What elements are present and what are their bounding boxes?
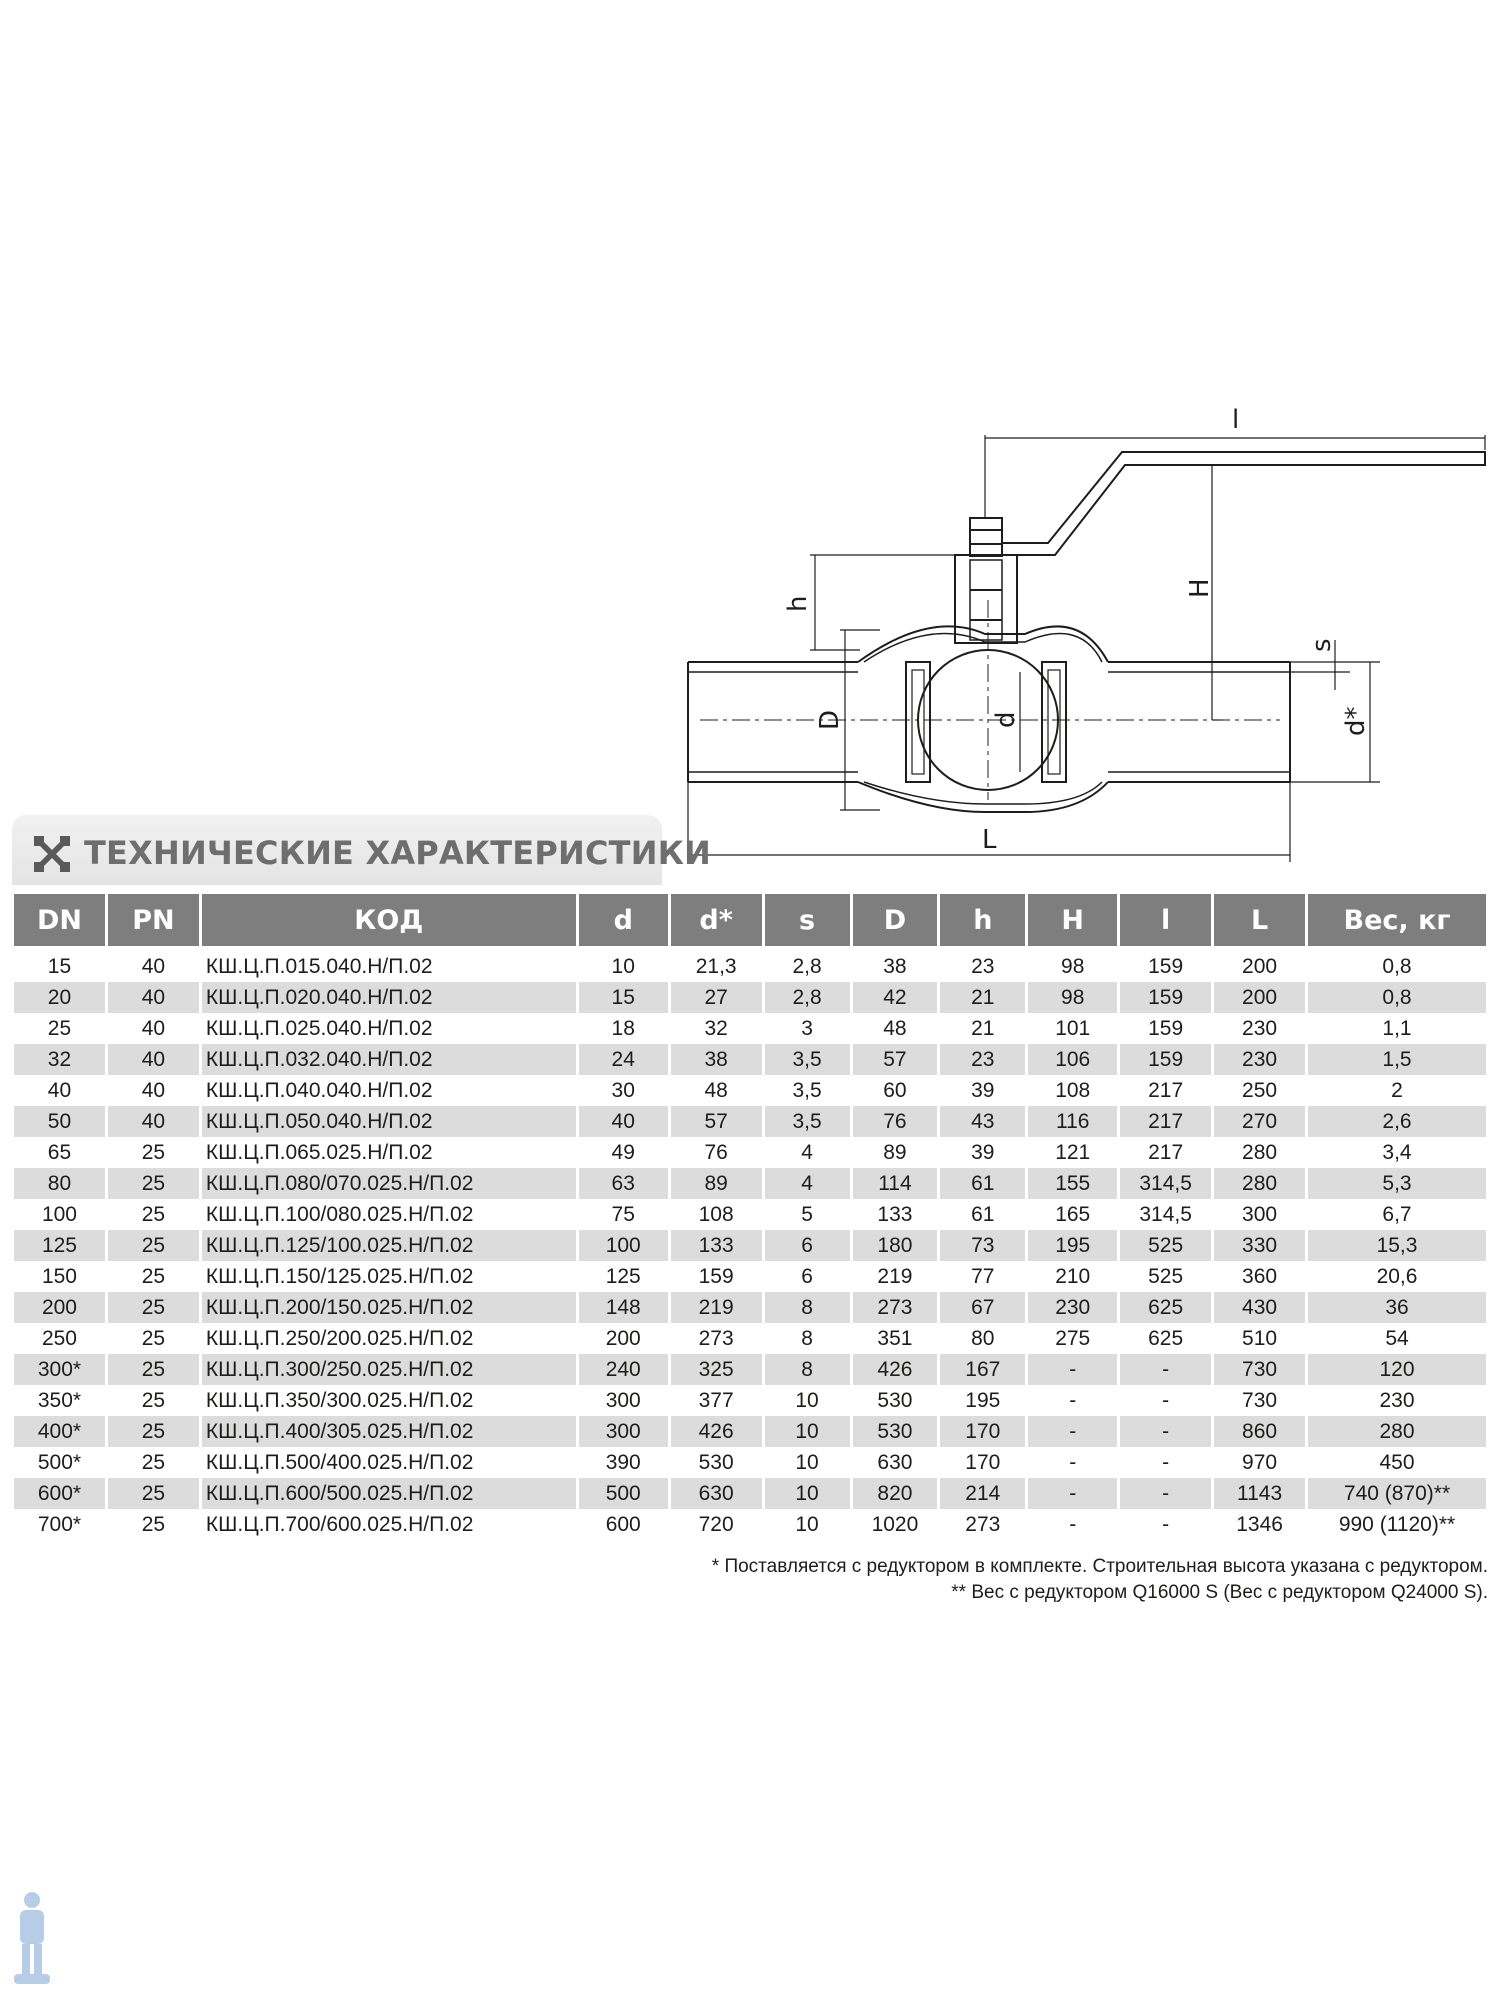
table-cell: 108 <box>698 1202 734 1226</box>
table-cell: 630 <box>671 1478 762 1509</box>
table-cell: 159 <box>1148 1016 1184 1040</box>
table-cell: 1143 <box>1214 1478 1305 1509</box>
dim-label-H: H <box>1185 578 1215 598</box>
table-cell: 630 <box>877 1450 913 1474</box>
table-cell: 720 <box>698 1512 734 1536</box>
table-cell: - <box>1162 1388 1170 1412</box>
table-cell: 2,8 <box>765 982 850 1013</box>
table-cell: 200 <box>605 1326 641 1350</box>
table-cell: КШ.Ц.П.100/080.025.Н/П.02 <box>205 1202 474 1226</box>
table-cell: 54 <box>1385 1326 1409 1350</box>
table-cell: 40 <box>579 1106 668 1137</box>
table-row <box>14 951 1486 982</box>
column-header: D <box>853 894 938 951</box>
table-row <box>14 1509 1486 1540</box>
table-cell: 36 <box>1308 1292 1486 1323</box>
table-cell: 98 <box>1028 982 1117 1013</box>
table-cell: 114 <box>853 1168 938 1199</box>
table-cell: 230 <box>1028 1292 1117 1323</box>
table-cell: КШ.Ц.П.250/200.025.Н/П.02 <box>205 1326 474 1350</box>
table-cell: 210 <box>1055 1264 1091 1288</box>
table-cell: 510 <box>1242 1326 1278 1350</box>
table-cell: - <box>1028 1478 1117 1509</box>
table-cell: КШ.Ц.П.015.040.Н/П.02 <box>205 954 433 978</box>
table-cell: 25 <box>141 1264 166 1288</box>
column-header: PN <box>108 894 199 951</box>
table-cell: - <box>1120 1354 1211 1385</box>
mascot-icon <box>10 1890 54 1988</box>
table-cell: КШ.Ц.П.300/250.025.Н/П.02 <box>202 1354 576 1385</box>
table-cell: 21 <box>940 982 1025 1013</box>
table-cell: 10 <box>795 1450 819 1474</box>
table-cell: КШ.Ц.П.350/300.025.Н/П.02 <box>205 1388 474 1412</box>
table-cell: 740 (870)** <box>1308 1478 1486 1509</box>
table-cell: 50 <box>14 1106 105 1137</box>
table-cell: 100 <box>41 1202 77 1226</box>
table-cell: 48 <box>704 1078 728 1102</box>
table-cell: КШ.Ц.П.080/070.025.Н/П.02 <box>202 1168 576 1199</box>
ball-valve-drawing <box>660 395 1500 865</box>
table-cell: КШ.Ц.П.500/400.025.Н/П.02 <box>205 1450 474 1474</box>
table-cell: 32 <box>704 1016 728 1040</box>
table-cell: 625 <box>1120 1292 1211 1323</box>
handle <box>1002 452 1485 555</box>
table-row <box>14 982 1486 1013</box>
table-cell: 3,5 <box>765 1044 850 1075</box>
table-row <box>14 1261 1486 1292</box>
table-row <box>14 1292 1486 1323</box>
column-header: КОД <box>202 894 576 951</box>
table-cell: 150 <box>41 1264 77 1288</box>
table-cell: 49 <box>611 1140 635 1164</box>
table-cell: 159 <box>698 1264 734 1288</box>
table-cell: 48 <box>883 1016 907 1040</box>
table-cell: 250 <box>41 1326 77 1350</box>
right-pipe <box>1108 662 1290 782</box>
table-cell: 200 <box>1242 954 1278 978</box>
table-cell: 219 <box>877 1264 913 1288</box>
table-cell: КШ.Ц.П.050.040.Н/П.02 <box>202 1106 576 1137</box>
footnotes <box>712 1554 1488 1606</box>
table-cell: 314,5 <box>1120 1168 1211 1199</box>
table-cell: 314,5 <box>1139 1202 1192 1226</box>
table-cell: 300* <box>14 1354 105 1385</box>
table-cell: 10 <box>611 954 635 978</box>
table-cell: 217 <box>1148 1140 1184 1164</box>
table-cell: КШ.Ц.П.200/150.025.Н/П.02 <box>202 1292 576 1323</box>
table-cell: 121 <box>1055 1140 1091 1164</box>
table-cell: КШ.Ц.П.040.040.Н/П.02 <box>205 1078 433 1102</box>
table-cell: - <box>1120 1478 1211 1509</box>
column-header: DN <box>14 894 105 951</box>
table-cell: 65 <box>47 1140 72 1164</box>
table-cell: 3,5 <box>765 1106 850 1137</box>
table-cell: КШ.Ц.П.125/100.025.Н/П.02 <box>202 1230 576 1261</box>
table-cell: 280 <box>1214 1168 1305 1199</box>
table-cell: 273 <box>698 1326 734 1350</box>
column-header: d* <box>671 894 762 951</box>
table-cell: 67 <box>940 1292 1025 1323</box>
table-cell: 217 <box>1120 1106 1211 1137</box>
column-header: H <box>1028 894 1117 951</box>
table-cell: 325 <box>671 1354 762 1385</box>
table-row <box>14 1230 1486 1261</box>
table-cell: 89 <box>671 1168 762 1199</box>
table-cell: 98 <box>1061 954 1085 978</box>
table-row <box>14 1354 1486 1385</box>
table-cell: 40 <box>141 1016 166 1040</box>
table-cell: 159 <box>1120 1044 1211 1075</box>
table-cell: - <box>1069 1388 1077 1412</box>
table-row <box>14 1199 1486 1230</box>
table-cell: 1020 <box>871 1512 919 1536</box>
table-cell: 20,6 <box>1376 1264 1418 1288</box>
table-cell: 240 <box>579 1354 668 1385</box>
table-cell: 990 (1120)** <box>1338 1512 1456 1536</box>
table-cell: 116 <box>1028 1106 1117 1137</box>
table-cell: 426 <box>853 1354 938 1385</box>
table-cell: 155 <box>1028 1168 1117 1199</box>
table-cell: 57 <box>853 1044 938 1075</box>
table-cell: КШ.Ц.П.400/305.025.Н/П.02 <box>202 1416 576 1447</box>
table-cell: - <box>1162 1450 1170 1474</box>
table-cell: 73 <box>940 1230 1025 1261</box>
table-cell: 10 <box>765 1478 850 1509</box>
table-cell: 24 <box>579 1044 668 1075</box>
table-cell: 76 <box>704 1140 728 1164</box>
table-cell: 625 <box>1148 1326 1184 1350</box>
table-cell: - <box>1028 1416 1117 1447</box>
header-row <box>14 894 1486 951</box>
table-cell: 39 <box>971 1140 995 1164</box>
table-cell: 300 <box>605 1388 641 1412</box>
table-cell: 0,8 <box>1308 982 1486 1013</box>
table-row <box>14 1168 1486 1199</box>
table-cell: 15,3 <box>1308 1230 1486 1261</box>
table-row <box>14 1447 1486 1478</box>
table-cell: 38 <box>883 954 907 978</box>
table-cell: 27 <box>671 982 762 1013</box>
table-cell: 970 <box>1242 1450 1278 1474</box>
stem-housing <box>955 555 1017 643</box>
table-cell: 25 <box>108 1416 199 1447</box>
table-cell: 25 <box>141 1450 166 1474</box>
table-cell: 170 <box>940 1416 1025 1447</box>
table-cell: 165 <box>1055 1202 1091 1226</box>
table-cell: 38 <box>671 1044 762 1075</box>
table-cell: 730 <box>1214 1354 1305 1385</box>
table-cell: - <box>1028 1354 1117 1385</box>
table-cell: 80 <box>14 1168 105 1199</box>
table-cell: 430 <box>1214 1292 1305 1323</box>
table-cell: 40 <box>108 982 199 1013</box>
table-cell: - <box>1162 1512 1170 1536</box>
column-header: h <box>940 894 1025 951</box>
dim-label-h: h <box>783 595 813 612</box>
dim-label-d-star: d* <box>1341 706 1371 736</box>
table-cell: 230 <box>1242 1016 1278 1040</box>
table-cell: 148 <box>579 1292 668 1323</box>
table-cell: 217 <box>1148 1078 1184 1102</box>
footnote-weight: ** Вес с редуктором Q16000 S (Вес с редуктором Q24000 S). <box>951 1582 1488 1603</box>
table-cell: 75 <box>611 1202 635 1226</box>
dim-label-L: L <box>982 825 997 855</box>
spec-table-header <box>14 894 1486 951</box>
table-cell: 8 <box>765 1292 850 1323</box>
table-cell: 860 <box>1214 1416 1305 1447</box>
table-cell: 300 <box>1242 1202 1278 1226</box>
table-cell: 500 <box>579 1478 668 1509</box>
table-cell: КШ.Ц.П.150/125.025.Н/П.02 <box>205 1264 474 1288</box>
table-cell: 200 <box>1214 982 1305 1013</box>
table-cell: 530 <box>698 1450 734 1474</box>
table-cell: - <box>1069 1450 1077 1474</box>
table-cell: 195 <box>965 1388 1001 1412</box>
table-cell: 530 <box>877 1388 913 1412</box>
table-cell: 61 <box>971 1202 995 1226</box>
table-cell: 273 <box>965 1512 1001 1536</box>
table-cell: КШ.Ц.П.065.025.Н/П.02 <box>205 1140 433 1164</box>
table-cell: 25 <box>141 1140 166 1164</box>
table-cell: 159 <box>1120 982 1211 1013</box>
table-cell: 89 <box>883 1140 907 1164</box>
table-cell: 170 <box>965 1450 1001 1474</box>
table-cell: 43 <box>940 1106 1025 1137</box>
table-cell: 40 <box>141 954 166 978</box>
table-cell: 25 <box>141 1388 166 1412</box>
table-cell: 30 <box>611 1078 635 1102</box>
table-cell: 273 <box>853 1292 938 1323</box>
table-cell: КШ.Ц.П.700/600.025.Н/П.02 <box>205 1512 474 1536</box>
table-cell: 15 <box>579 982 668 1013</box>
table-cell: 76 <box>853 1106 938 1137</box>
column-header: Вес, кг <box>1308 894 1486 951</box>
table-row <box>14 1075 1486 1106</box>
table-cell: 25 <box>108 1230 199 1261</box>
table-cell: 280 <box>1308 1416 1486 1447</box>
table-cell: 108 <box>1055 1078 1091 1102</box>
table-cell: 350* <box>37 1388 82 1412</box>
table-cell: 23 <box>940 1044 1025 1075</box>
table-cell: 6 <box>765 1230 850 1261</box>
table-cell: 330 <box>1214 1230 1305 1261</box>
table-row <box>14 1013 1486 1044</box>
table-cell: 57 <box>671 1106 762 1137</box>
watermark <box>1486 1880 1498 1990</box>
table-cell: - <box>1120 1416 1211 1447</box>
table-cell: 8 <box>765 1354 850 1385</box>
table-cell: 200 <box>14 1292 105 1323</box>
table-cell: 125 <box>605 1264 641 1288</box>
table-cell: КШ.Ц.П.032.040.Н/П.02 <box>202 1044 576 1075</box>
table-row <box>14 1385 1486 1416</box>
dim-label-s: s <box>1307 638 1337 652</box>
table-cell: 25 <box>108 1354 199 1385</box>
table-cell: 23 <box>971 954 995 978</box>
table-cell: 18 <box>611 1016 635 1040</box>
table-cell: 351 <box>877 1326 913 1350</box>
table-cell: 230 <box>1214 1044 1305 1075</box>
footnote-gearbox: * Поставляется с редуктором в комплекте. Строительная высота указана с редуктором. <box>711 1556 1488 1577</box>
table-cell: 167 <box>940 1354 1025 1385</box>
table-cell: 10 <box>765 1416 850 1447</box>
table-cell: 3,4 <box>1382 1140 1412 1164</box>
table-cell: 3,5 <box>792 1078 822 1102</box>
table-cell: 1,5 <box>1308 1044 1486 1075</box>
dim-label-d: d <box>991 711 1021 728</box>
table-cell: 100 <box>579 1230 668 1261</box>
table-cell: 10 <box>795 1388 819 1412</box>
table-cell: 133 <box>877 1202 913 1226</box>
table-cell: 6,7 <box>1382 1202 1412 1226</box>
table-cell: 250 <box>1242 1078 1278 1102</box>
table-cell: 42 <box>853 982 938 1013</box>
table-cell: 4 <box>765 1168 850 1199</box>
table-row <box>14 1478 1486 1509</box>
table-row <box>14 1323 1486 1354</box>
table-cell: 133 <box>671 1230 762 1261</box>
dim-label-D: D <box>815 709 845 730</box>
table-cell: 180 <box>853 1230 938 1261</box>
table-cell: КШ.Ц.П.600/500.025.Н/П.02 <box>202 1478 576 1509</box>
table-cell: 101 <box>1055 1016 1091 1040</box>
table-row <box>14 1416 1486 1447</box>
table-cell: 39 <box>971 1078 995 1102</box>
table-cell: 377 <box>698 1388 734 1412</box>
table-cell: 300 <box>579 1416 668 1447</box>
table-cell: 10 <box>795 1512 819 1536</box>
spec-table <box>11 894 1489 1540</box>
table-row <box>14 1106 1486 1137</box>
column-header: L <box>1214 894 1305 951</box>
table-cell: 21,3 <box>695 954 737 978</box>
table-cell: 106 <box>1028 1044 1117 1075</box>
table-cell: 390 <box>605 1450 641 1474</box>
table-cell: КШ.Ц.П.020.040.Н/П.02 <box>202 982 576 1013</box>
table-cell: 270 <box>1214 1106 1305 1137</box>
table-cell: 3 <box>801 1016 813 1040</box>
table-cell: 25 <box>108 1292 199 1323</box>
table-cell: 2,6 <box>1308 1106 1486 1137</box>
table-cell: 20 <box>14 982 105 1013</box>
table-cell: 40 <box>141 1078 166 1102</box>
table-cell: 80 <box>971 1326 995 1350</box>
table-cell: 25 <box>141 1326 166 1350</box>
table-cell: 600* <box>14 1478 105 1509</box>
table-cell: 25 <box>108 1478 199 1509</box>
table-cell: 60 <box>883 1078 907 1102</box>
table-cell: 77 <box>971 1264 995 1288</box>
column-header: s <box>765 894 850 951</box>
table-cell: 2,8 <box>792 954 822 978</box>
wrench-cross-icon <box>30 832 74 876</box>
table-row <box>14 1044 1486 1075</box>
table-cell: 214 <box>940 1478 1025 1509</box>
table-cell: 6 <box>801 1264 813 1288</box>
table-cell: 32 <box>14 1044 105 1075</box>
table-cell: 25 <box>141 1202 166 1226</box>
table-cell: 600 <box>605 1512 641 1536</box>
table-cell: 120 <box>1308 1354 1486 1385</box>
table-cell: 25 <box>108 1168 199 1199</box>
valve-body <box>858 626 1108 812</box>
table-cell: 1,1 <box>1382 1016 1412 1040</box>
table-cell: 159 <box>1148 954 1184 978</box>
stem-nut <box>970 518 1002 556</box>
table-cell: 700* <box>37 1512 82 1536</box>
dim-label-l: l <box>1232 405 1240 435</box>
table-cell: 4 <box>801 1140 813 1164</box>
table-cell: 360 <box>1242 1264 1278 1288</box>
spec-table-body <box>14 951 1486 1540</box>
table-cell: 525 <box>1148 1264 1184 1288</box>
table-cell: 525 <box>1120 1230 1211 1261</box>
table-cell: 2 <box>1391 1078 1403 1102</box>
table-cell: 15 <box>47 954 72 978</box>
table-cell: 25 <box>47 1016 72 1040</box>
table-cell: 400* <box>14 1416 105 1447</box>
table-cell: 230 <box>1379 1388 1415 1412</box>
table-cell: 21 <box>971 1016 995 1040</box>
table-cell: 275 <box>1055 1326 1091 1350</box>
table-cell: 820 <box>853 1478 938 1509</box>
table-cell: 125 <box>14 1230 105 1261</box>
table-cell: 8 <box>801 1326 813 1350</box>
table-cell: - <box>1069 1512 1077 1536</box>
table-cell: 63 <box>579 1168 668 1199</box>
column-header: d <box>579 894 668 951</box>
table-cell: 5 <box>801 1202 813 1226</box>
table-cell: 280 <box>1242 1140 1278 1164</box>
table-cell: 500* <box>37 1450 82 1474</box>
table-cell: 450 <box>1379 1450 1415 1474</box>
table-cell: 40 <box>108 1106 199 1137</box>
table-cell: 195 <box>1028 1230 1117 1261</box>
table-cell: 40 <box>47 1078 72 1102</box>
table-row <box>14 1137 1486 1168</box>
section-title: ТЕХНИЧЕСКИЕ ХАРАКТЕРИСТИКИ <box>84 834 712 872</box>
column-header: l <box>1120 894 1211 951</box>
table-cell: 25 <box>141 1512 166 1536</box>
table-cell: 730 <box>1242 1388 1278 1412</box>
table-cell: КШ.Ц.П.025.040.Н/П.02 <box>205 1016 433 1040</box>
table-cell: 61 <box>940 1168 1025 1199</box>
table-cell: 1346 <box>1236 1512 1283 1536</box>
table-cell: 219 <box>671 1292 762 1323</box>
table-cell: 40 <box>108 1044 199 1075</box>
table-cell: 5,3 <box>1308 1168 1486 1199</box>
table-cell: 0,8 <box>1382 954 1412 978</box>
table-cell: 426 <box>671 1416 762 1447</box>
table-cell: 530 <box>853 1416 938 1447</box>
